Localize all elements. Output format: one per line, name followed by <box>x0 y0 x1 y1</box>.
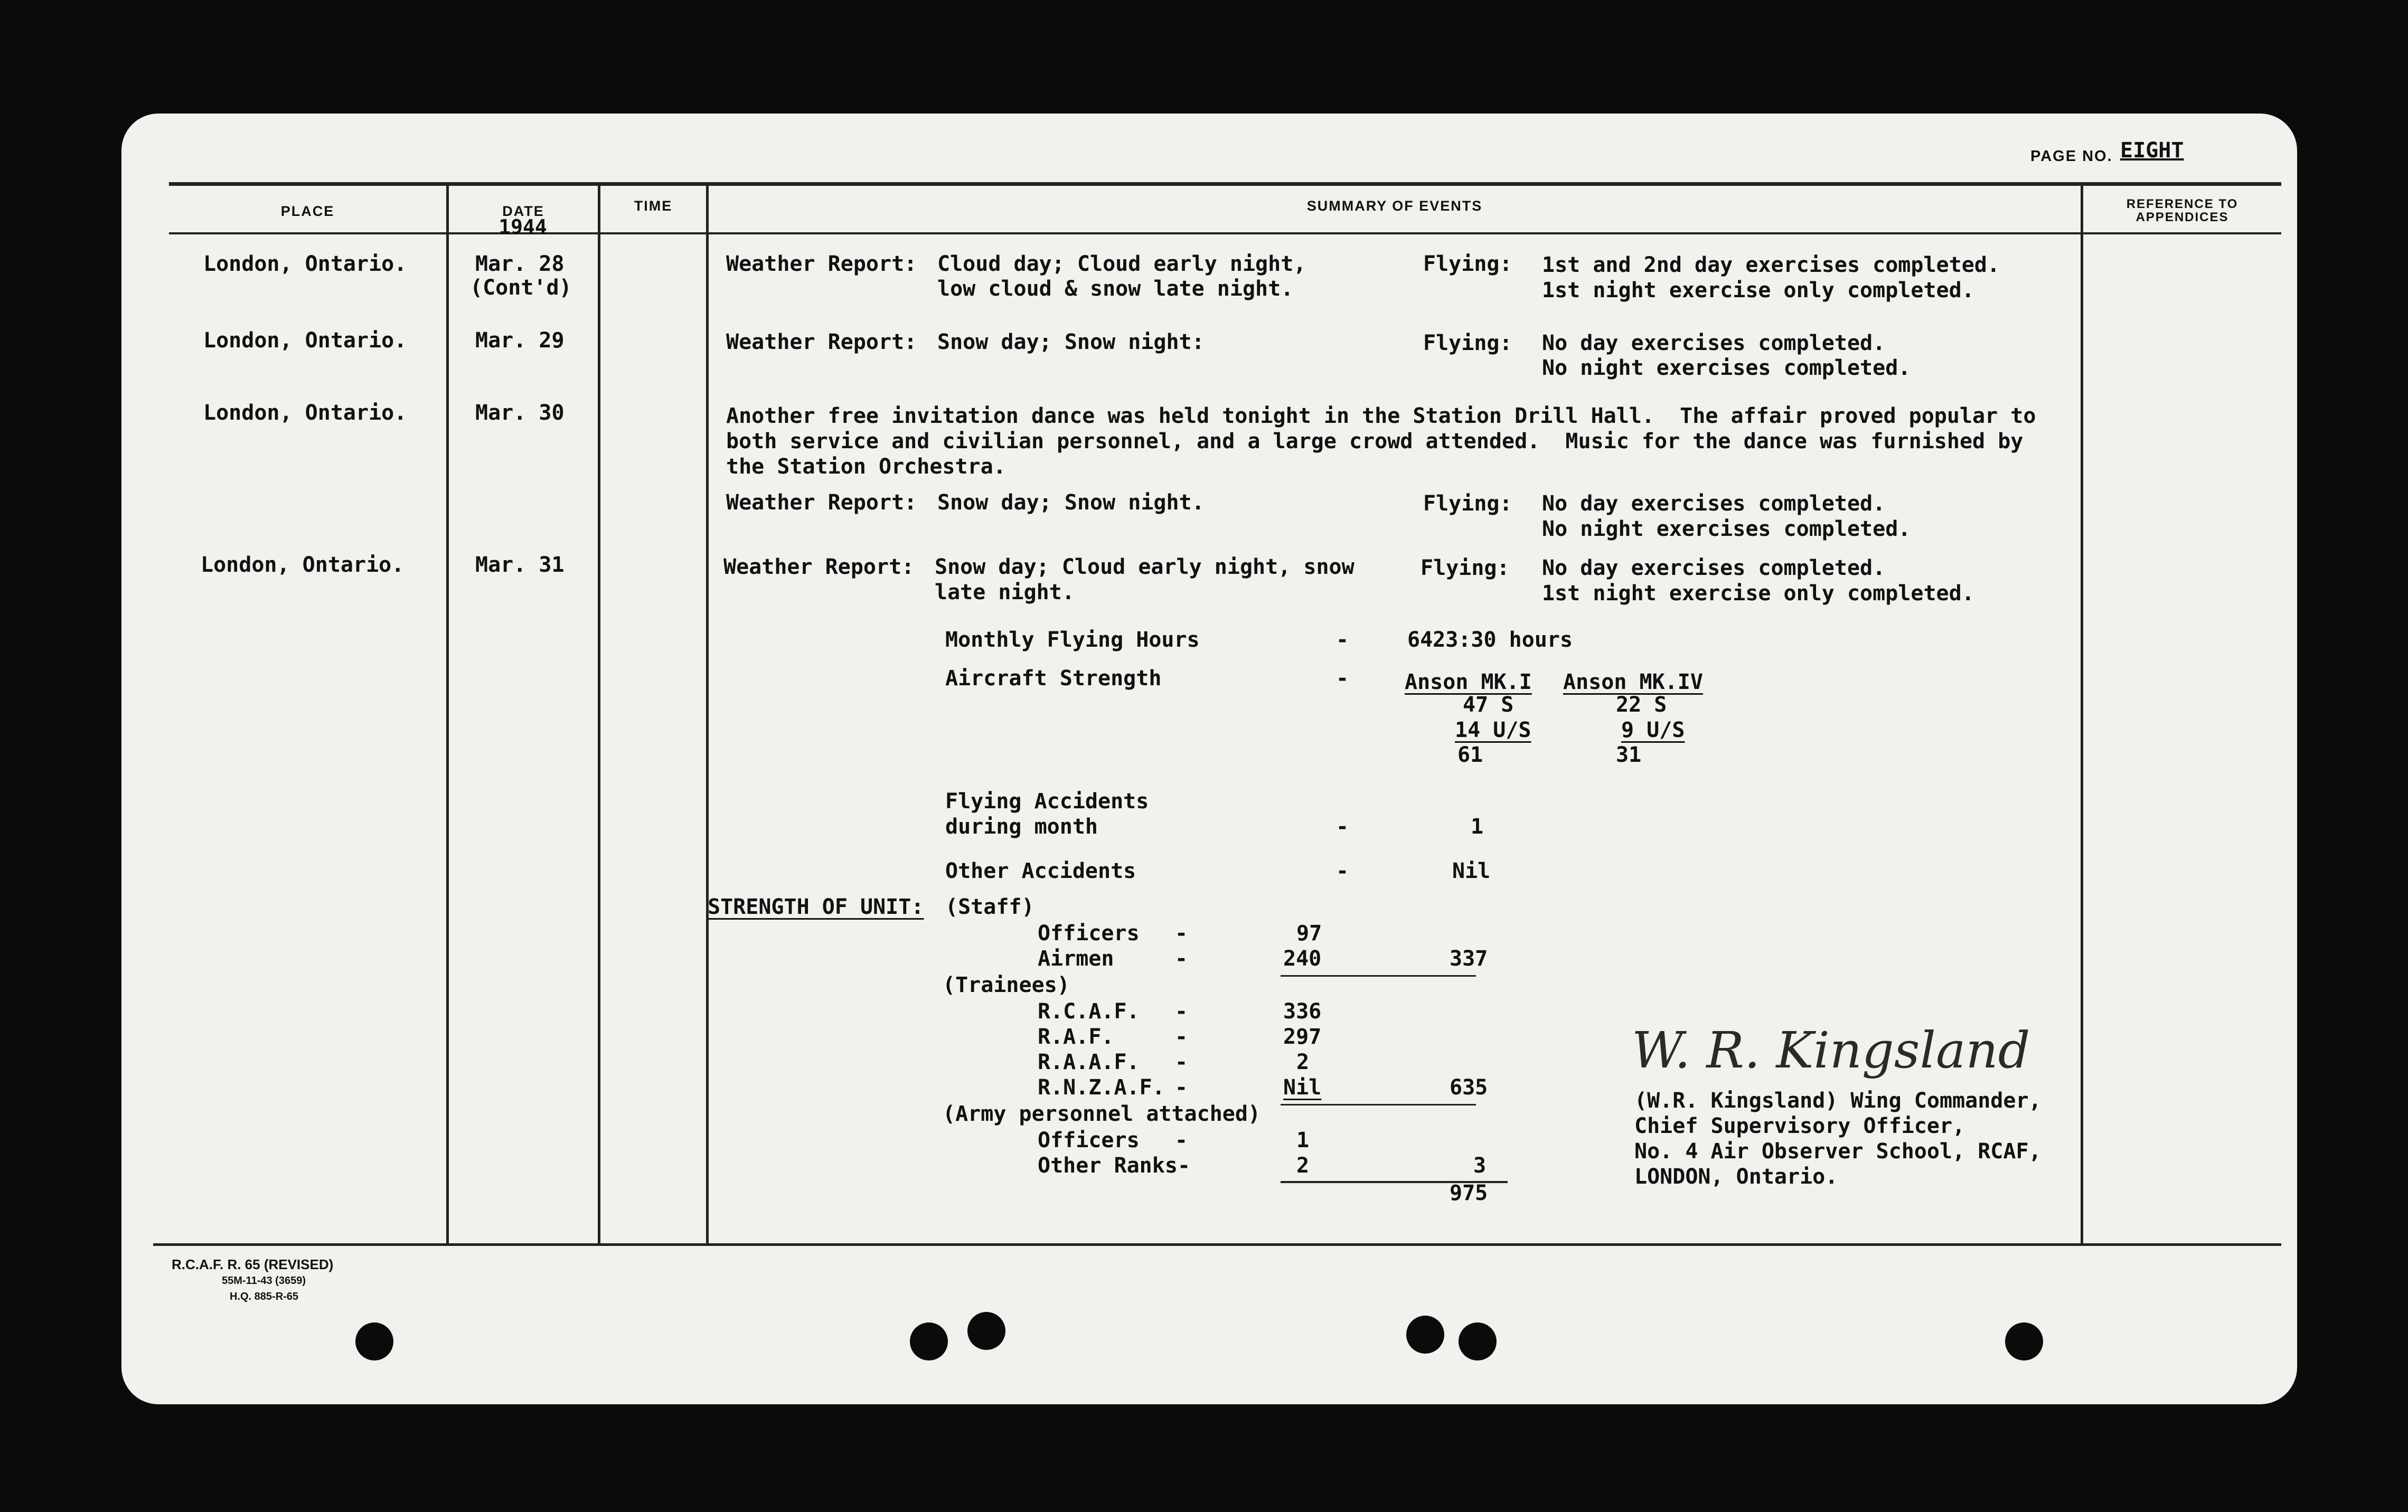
punch-hole <box>1459 1322 1497 1360</box>
rnzaf-value: Nil <box>1283 1075 1322 1100</box>
col-header-place: PLACE <box>280 203 335 219</box>
anson-mk4-heading: Anson MK.IV <box>1563 670 1703 694</box>
other-accidents-value: Nil <box>1452 859 1491 883</box>
flying-label: Flying: <box>1423 252 1512 276</box>
flying-text: No night exercises completed. <box>1542 356 1911 380</box>
flying-hours-value: 6423:30 hours <box>1407 628 1573 652</box>
column-divider-date <box>598 185 600 1243</box>
airmen-value: 240 <box>1283 947 1322 971</box>
aircraft-strength-label: Aircraft Strength <box>945 666 1162 691</box>
col-header-reference-1: REFERENCE TO <box>2126 197 2238 211</box>
grand-total: 975 <box>1450 1181 1488 1205</box>
strength-title: STRENGTH OF UNIT: <box>708 895 924 919</box>
dash: - <box>1336 628 1349 652</box>
anson-mk1-total: 61 <box>1457 743 1483 767</box>
anson-mk1-serviceable: 47 S <box>1463 693 1514 717</box>
army-officers-label: Officers <box>1038 1128 1140 1152</box>
dash: - <box>1178 1154 1191 1178</box>
rcaf-label: R.C.A.F. <box>1038 999 1140 1024</box>
raf-value: 297 <box>1283 1025 1322 1049</box>
anson-mk1-unserviceable: 14 U/S <box>1455 718 1531 742</box>
punch-hole <box>2005 1322 2043 1360</box>
weather-text: low cloud & snow late night. <box>937 277 1294 301</box>
officers-label: Officers <box>1038 921 1140 946</box>
airmen-label: Airmen <box>1038 947 1114 971</box>
signature-line: (W.R. Kingsland) Wing Commander, <box>1634 1089 2042 1113</box>
staff-total: 337 <box>1450 947 1488 971</box>
page-no-label: PAGE NO. <box>2030 148 2113 165</box>
dash: - <box>1175 999 1188 1024</box>
flying-accidents-label: during month <box>945 815 1098 839</box>
officers-value: 97 <box>1296 921 1322 946</box>
header-top-rule <box>169 182 2281 186</box>
col-header-date: DATE <box>502 203 544 219</box>
signature-line: No. 4 Air Observer School, RCAF, <box>1634 1139 2042 1164</box>
column-divider-time <box>706 185 709 1243</box>
dash: - <box>1336 815 1349 839</box>
weather-text: late night. <box>935 580 1075 604</box>
entry-date: Mar. 30 <box>475 401 565 425</box>
document-sheet <box>121 114 2297 1404</box>
weather-text: Cloud day; Cloud early night, <box>937 252 1306 276</box>
flying-text: No day exercises completed. <box>1542 556 1886 580</box>
flying-accidents-value: 1 <box>1471 815 1484 839</box>
entry-date-note: (Cont'd) <box>470 276 572 300</box>
signature-line: LONDON, Ontario. <box>1634 1165 1838 1189</box>
flying-label: Flying: <box>1423 492 1512 516</box>
col-header-summary: SUMMARY OF EVENTS <box>1306 198 1483 214</box>
entry-place: London, Ontario. <box>201 553 405 577</box>
signature-line: Chief Supervisory Officer, <box>1634 1114 1965 1138</box>
entry-date: Mar. 28 <box>475 252 565 276</box>
entry-date: Mar. 31 <box>475 553 565 577</box>
col-header-reference-2: APPENDICES <box>2136 210 2229 224</box>
weather-label: Weather Report: <box>723 555 915 579</box>
trainees-label: (Trainees) <box>943 973 1070 997</box>
flying-label: Flying: <box>1423 331 1512 355</box>
other-accidents-label: Other Accidents <box>945 859 1136 883</box>
army-label: (Army personnel attached) <box>943 1102 1261 1126</box>
dash: - <box>1175 1128 1188 1152</box>
punch-hole <box>355 1322 393 1360</box>
table-bottom-rule <box>153 1243 2281 1246</box>
entry-place: London, Ontario. <box>203 401 407 425</box>
dash: - <box>1175 921 1188 946</box>
col-header-time: TIME <box>634 198 673 214</box>
page-no-value: EIGHT <box>2120 138 2184 163</box>
punch-hole <box>967 1312 1005 1350</box>
flying-text: No night exercises completed. <box>1542 517 1911 541</box>
flying-text: No day exercises completed. <box>1542 331 1886 355</box>
flying-accidents-label: Flying Accidents <box>945 789 1149 814</box>
entry-place: London, Ontario. <box>203 328 407 353</box>
print-number: 55M-11-43 (3659) <box>222 1275 306 1287</box>
flying-hours-label: Monthly Flying Hours <box>945 628 1200 652</box>
year-label: 1944 <box>498 215 547 239</box>
handwritten-signature: W. R. Kingsland <box>1632 1022 2030 1080</box>
punch-hole <box>1406 1316 1444 1354</box>
anson-mk1-heading: Anson MK.I <box>1405 670 1532 694</box>
other-ranks-label: Other Ranks <box>1038 1154 1178 1178</box>
weather-label: Weather Report: <box>726 330 917 354</box>
dash: - <box>1175 1075 1188 1100</box>
staff-label: (Staff) <box>945 895 1034 919</box>
flying-text: 1st night exercise only completed. <box>1542 581 1974 606</box>
rcaf-value: 336 <box>1283 999 1322 1024</box>
flying-text: 1st night exercise only completed. <box>1542 278 1974 303</box>
entry-date: Mar. 29 <box>475 328 565 353</box>
raaf-value: 2 <box>1296 1050 1310 1074</box>
weather-text: Snow day; Snow night: <box>937 330 1205 354</box>
weather-label: Weather Report: <box>726 252 917 276</box>
anson-mk4-unserviceable: 9 U/S <box>1621 718 1685 742</box>
raaf-label: R.A.A.F. <box>1038 1050 1140 1074</box>
column-divider-summary <box>2081 185 2083 1243</box>
dash: - <box>1336 859 1349 883</box>
weather-label: Weather Report: <box>726 490 917 515</box>
narrative-text: the Station Orchestra. <box>726 455 1006 479</box>
flying-label: Flying: <box>1421 556 1510 580</box>
hq-number: H.Q. 885-R-65 <box>230 1291 299 1302</box>
dash: - <box>1336 666 1349 691</box>
dash: - <box>1175 947 1188 971</box>
column-divider-place <box>446 185 449 1243</box>
flying-text: No day exercises completed. <box>1542 492 1886 516</box>
army-total: 3 <box>1473 1154 1487 1178</box>
narrative-text: Another free invitation dance was held tonight in the Station Drill Hall. The affair proved popular to <box>726 404 2036 428</box>
subtotal-rule <box>1281 975 1476 977</box>
dash: - <box>1175 1050 1188 1074</box>
trainees-total: 635 <box>1450 1075 1488 1100</box>
weather-text: Snow day; Cloud early night, snow <box>935 555 1354 579</box>
dash: - <box>1175 1025 1188 1049</box>
narrative-text: both service and civilian personnel, and a large crowd attended. Music for the dance was furnished by <box>726 429 2024 453</box>
punch-hole <box>910 1322 948 1360</box>
weather-text: Snow day; Snow night. <box>937 490 1205 515</box>
rnzaf-label: R.N.Z.A.F. <box>1038 1075 1165 1100</box>
subtotal-rule <box>1281 1104 1476 1105</box>
anson-mk4-serviceable: 22 S <box>1616 693 1667 717</box>
army-officers-value: 1 <box>1296 1128 1310 1152</box>
other-ranks-value: 2 <box>1296 1154 1310 1178</box>
entry-place: London, Ontario. <box>203 252 407 276</box>
flying-text: 1st and 2nd day exercises completed. <box>1542 253 2000 277</box>
anson-mk4-total: 31 <box>1616 743 1642 767</box>
form-number: R.C.A.F. R. 65 (REVISED) <box>172 1256 334 1272</box>
raf-label: R.A.F. <box>1038 1025 1114 1049</box>
